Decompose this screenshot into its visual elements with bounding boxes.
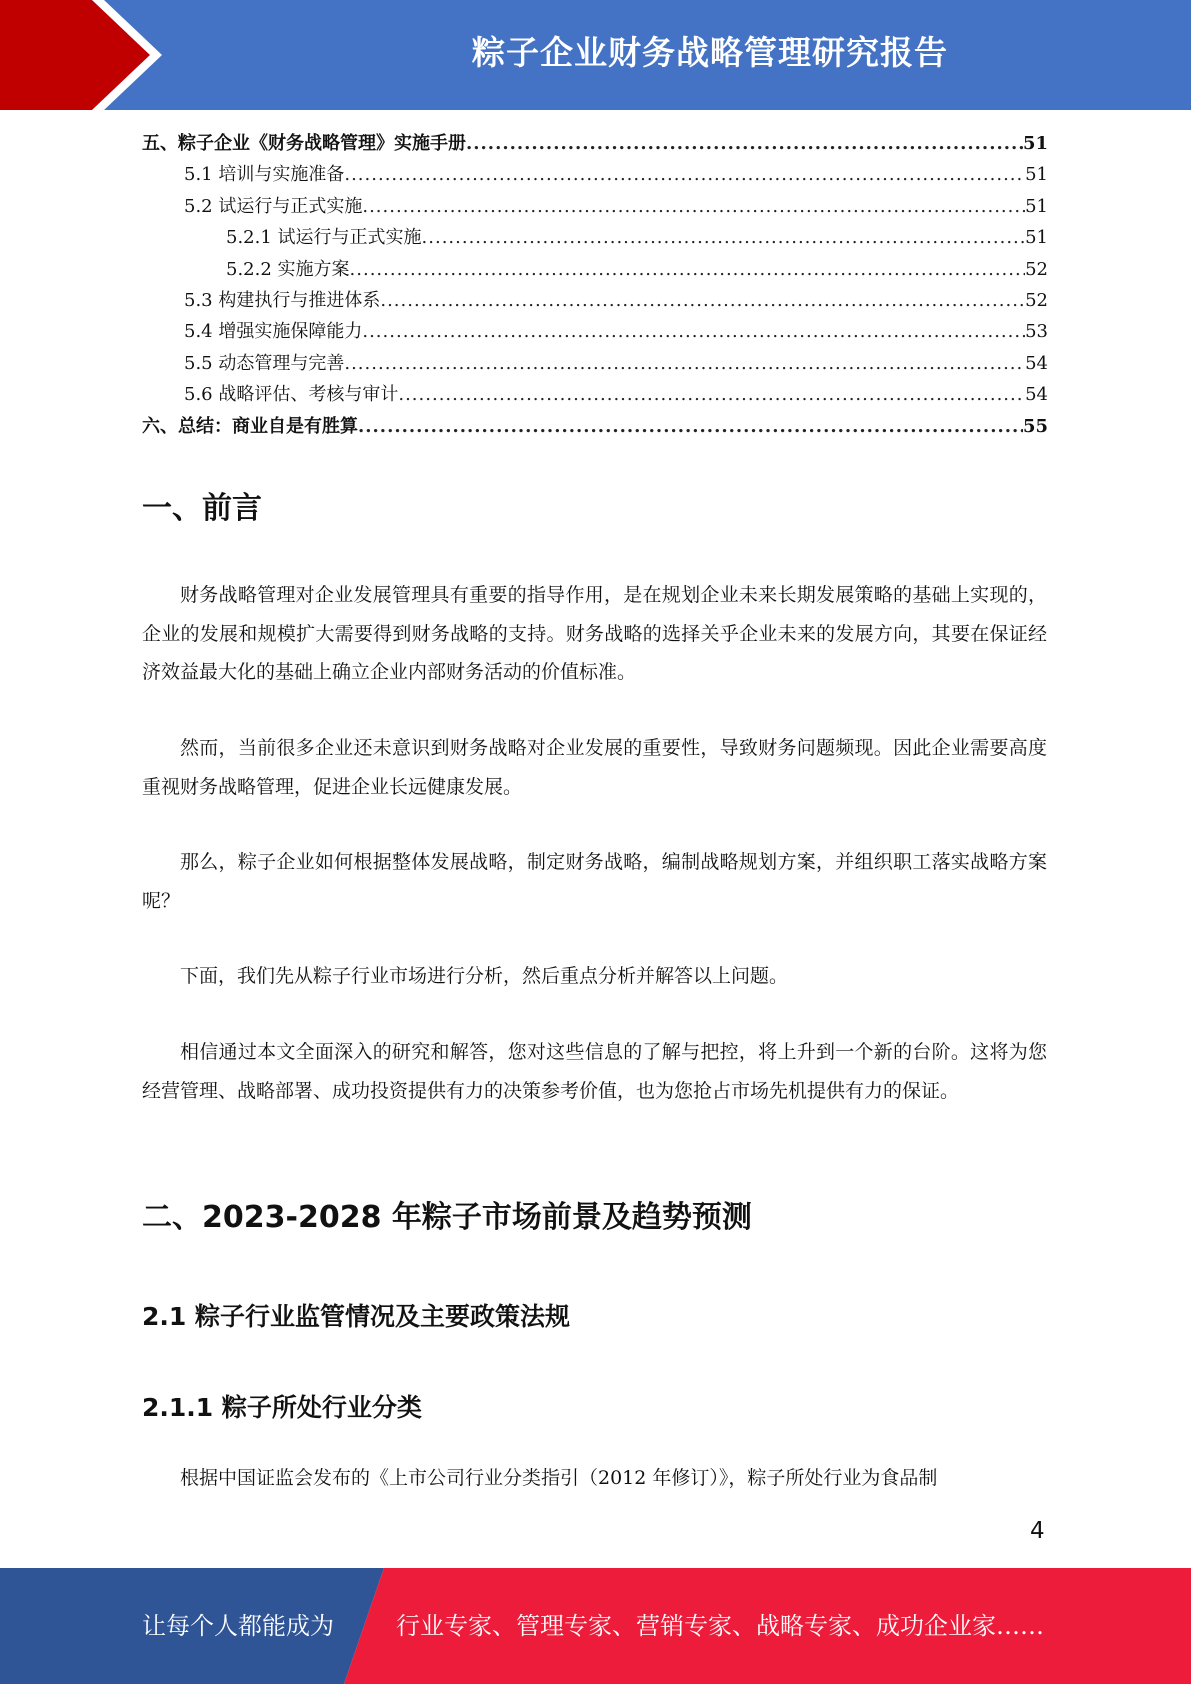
toc-leader-dots — [422, 227, 1026, 248]
footer-slogan-left: 让每个人都能成为 — [142, 1612, 334, 1640]
page-number: 4 — [1030, 1518, 1045, 1544]
toc-leader-dots — [362, 321, 1025, 342]
body-paragraph: 根据中国证监会发布的《上市公司行业分类指引（2012 年修订）》，粽子所处行业为食品制 — [180, 1467, 938, 1489]
body-paragraph: 财务战略管理对企业发展管理具有重要的指导作用，是在规划企业未来长期发展策略的基础上实现的，企业的发展和规模扩大需要得到财务战略的支持。财务战略的选择关乎企业未来的发展方向，其要在保证经济效益最大化的基础上确立企业内部财务活动的价值标准。 — [142, 584, 1047, 683]
toc-entry-page: 51 — [1025, 164, 1048, 186]
toc-entry-label: 5.2.1 试运行与正式实施 — [226, 227, 422, 249]
toc-entry-page: 53 — [1025, 321, 1048, 343]
body-paragraph: 然而，当前很多企业还未意识到财务战略对企业发展的重要性，导致财务问题频现。因此企业需要高度重视财务战略管理，促进企业长远健康发展。 — [142, 737, 1047, 798]
body-paragraph: 下面，我们先从粽子行业市场进行分析，然后重点分析并解答以上问题。 — [180, 965, 789, 987]
toc-entry-label: 5.2 试运行与正式实施 — [184, 195, 363, 217]
toc-leader-dots — [358, 416, 1023, 437]
header-arrow-decoration — [0, 0, 320, 110]
section-heading-preface: 一、前言 — [142, 491, 262, 526]
toc-entry[interactable] — [142, 286, 1048, 317]
toc-entry[interactable] — [142, 380, 1048, 411]
toc-entry-label: 5.3 构建执行与推进体系 — [184, 289, 381, 311]
toc-entry-page: 54 — [1025, 384, 1048, 406]
toc-entry-page: 51 — [1022, 133, 1048, 154]
toc-leader-dots — [350, 259, 1026, 280]
toc-entry-label: 5.6 战略评估、考核与审计 — [184, 384, 399, 406]
toc-entry-label: 5.1 培训与实施准备 — [184, 164, 345, 186]
toc-leader-dots — [398, 384, 1025, 405]
toc-entry-label: 5.4 增强实施保障能力 — [184, 321, 363, 343]
toc-entry[interactable] — [142, 317, 1048, 348]
table-of-contents — [142, 129, 1048, 443]
toc-entry[interactable] — [142, 349, 1048, 380]
toc-entry[interactable] — [142, 223, 1048, 254]
body-paragraph: 相信通过本文全面深入的研究和解答，您对这些信息的了解与把控，将上升到一个新的台阶。这将为您经营管理、战略部署、成功投资提供有力的决策参考价值，也为您抢占市场先机提供有力的保证。 — [142, 1041, 1047, 1102]
subsubsection-heading: 2.1.1 粽子所处行业分类 — [142, 1393, 422, 1422]
toc-entry[interactable] — [142, 160, 1048, 191]
toc-leader-dots — [466, 133, 1023, 154]
toc-entry[interactable] — [142, 255, 1048, 286]
toc-entry-label: 六、总结：商业自是有胜算 — [142, 415, 358, 437]
toc-leader-dots — [380, 290, 1025, 311]
toc-entry-page: 52 — [1025, 289, 1048, 311]
toc-entry-page: 51 — [1025, 227, 1048, 249]
body-paragraph: 那么，粽子企业如何根据整体发展战略，制定财务战略，编制战略规划方案，并组织职工落实战略方案呢？ — [142, 851, 1047, 912]
toc-entry[interactable] — [142, 412, 1048, 443]
toc-leader-dots — [344, 164, 1025, 185]
subsection-heading: 2.1 粽子行业监管情况及主要政策法规 — [142, 1302, 570, 1331]
page-header — [0, 0, 1191, 110]
toc-leader-dots — [344, 353, 1025, 374]
toc-entry-page: 54 — [1025, 352, 1048, 374]
toc-entry[interactable] — [142, 129, 1048, 160]
toc-entry-page: 52 — [1025, 258, 1048, 280]
toc-entry-label: 5.5 动态管理与完善 — [184, 352, 345, 374]
section-heading-market-forecast: 二、2023-2028 年粽子市场前景及趋势预测 — [142, 1200, 752, 1235]
toc-entry-page: 55 — [1022, 415, 1048, 437]
toc-entry[interactable] — [142, 192, 1048, 223]
toc-entry-page: 51 — [1025, 195, 1048, 217]
footer-slogan-right: 行业专家、管理专家、营销专家、战略专家、成功企业家…… — [396, 1612, 1044, 1640]
report-title: 粽子企业财务战略管理研究报告 — [472, 33, 948, 72]
page-footer — [0, 1568, 1191, 1684]
toc-leader-dots — [362, 196, 1025, 217]
toc-entry-label: 五、粽子企业《财务战略管理》实施手册 — [142, 133, 466, 154]
toc-entry-label: 5.2.2 实施方案 — [226, 258, 350, 280]
